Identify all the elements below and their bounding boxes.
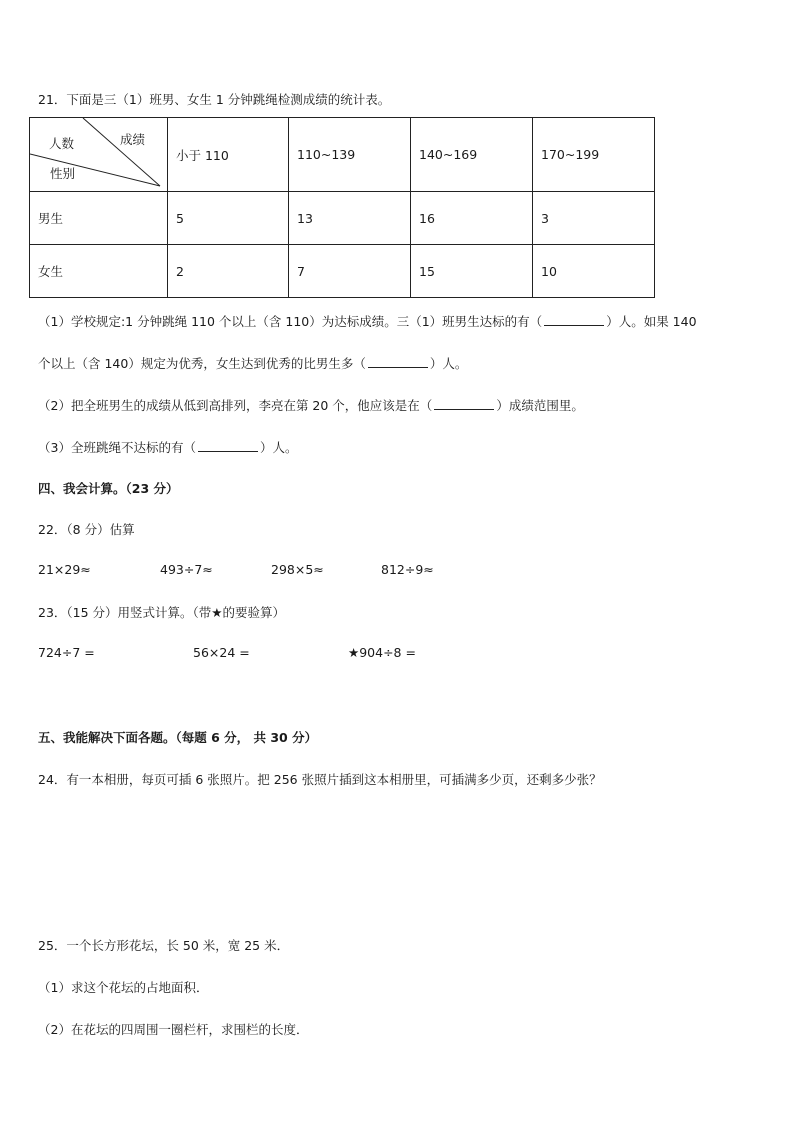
- column-header: 小于 110: [168, 118, 289, 192]
- calc-item: 56×24 =: [193, 645, 250, 660]
- answer-blank[interactable]: [434, 397, 494, 410]
- table-row: [30, 192, 655, 245]
- calc-item: 724÷7 =: [38, 645, 95, 660]
- table-header-row: [30, 118, 655, 192]
- column-header: 110~139: [289, 118, 411, 192]
- section4-heading: 四、我会计算。（23 分）: [38, 481, 179, 496]
- table-corner-cell: [30, 118, 168, 192]
- q21-sub1-text-d: ）人。: [429, 356, 468, 371]
- estimate-item: 493÷7≈: [160, 562, 213, 577]
- q21-sub2-text-a: （2）把全班男生的成绩从低到高排列，李亮在第 20 个，他应该是在（: [38, 398, 433, 413]
- section5-heading: 五、我能解决下面各题。（每题 6 分， 共 30 分）: [38, 730, 318, 745]
- table-cell: 5: [168, 192, 289, 245]
- q21-sub1-text-b: ）人。如果 140: [606, 314, 697, 329]
- table-row: [30, 245, 655, 298]
- q21-sub2-text-b: ）成绩范围里。: [496, 398, 584, 413]
- row-label: 男生: [30, 192, 168, 245]
- q21-sub3-text-b: ）人。: [259, 440, 298, 455]
- q21-sub1-line2: [38, 354, 467, 372]
- table-cell: 13: [289, 192, 411, 245]
- q22-title: 22．（8 分）估算: [38, 522, 135, 537]
- estimate-item: 298×5≈: [271, 562, 324, 577]
- estimate-item: 812÷9≈: [381, 562, 434, 577]
- q21-sub3: [38, 438, 297, 456]
- table-cell: 16: [411, 192, 533, 245]
- corner-label-score: 成绩: [120, 132, 146, 147]
- q22-items: [38, 562, 488, 580]
- corner-label-gender: 性别: [50, 166, 76, 181]
- table-cell: 7: [289, 245, 411, 298]
- q21-sub1-line1: [38, 312, 697, 330]
- q21-sub1-text-c: 个以上（含 140）规定为优秀，女生达到优秀的比男生多（: [38, 356, 366, 371]
- q24-text: 24．有一本相册，每页可插 6 张照片。把 256 张照片插到这本相册里，可插满多少页，还剩多少张？: [38, 772, 602, 787]
- estimate-item: 21×29≈: [38, 562, 91, 577]
- answer-blank[interactable]: [544, 313, 604, 326]
- answer-blank[interactable]: [198, 439, 258, 452]
- q25-sub2: （2）在花坛的四周围一圈栏杆，求围栏的长度．: [38, 1022, 309, 1037]
- q21-sub2: [38, 396, 584, 414]
- q25-title: 25．一个长方形花坛，长 50 米，宽 25 米．: [38, 938, 290, 953]
- table-cell: 2: [168, 245, 289, 298]
- row-label: 女生: [30, 245, 168, 298]
- column-header: 140~169: [411, 118, 533, 192]
- column-header: 170~199: [533, 118, 655, 192]
- q21-sub3-text-a: （3）全班跳绳不达标的有（: [38, 440, 196, 455]
- corner-label-count: 人数: [49, 136, 75, 151]
- q23-items: [38, 645, 488, 663]
- calc-item: ★904÷8 =: [348, 645, 416, 660]
- stats-table: [29, 117, 655, 298]
- table-cell: 3: [533, 192, 655, 245]
- q21-sub1-text-a: （1）学校规定:1 分钟跳绳 110 个以上（含 110）为达标成绩。三（1）班男生达标的有（: [38, 314, 543, 329]
- answer-blank[interactable]: [368, 355, 428, 368]
- q25-sub1: （1）求这个花坛的占地面积．: [38, 980, 209, 995]
- table-cell: 10: [533, 245, 655, 298]
- table-cell: 15: [411, 245, 533, 298]
- q23-title: 23．（15 分）用竖式计算。（带★的要验算）: [38, 605, 285, 620]
- q21-title: 21．下面是三（1）班男、女生 1 分钟跳绳检测成绩的统计表。: [38, 92, 391, 107]
